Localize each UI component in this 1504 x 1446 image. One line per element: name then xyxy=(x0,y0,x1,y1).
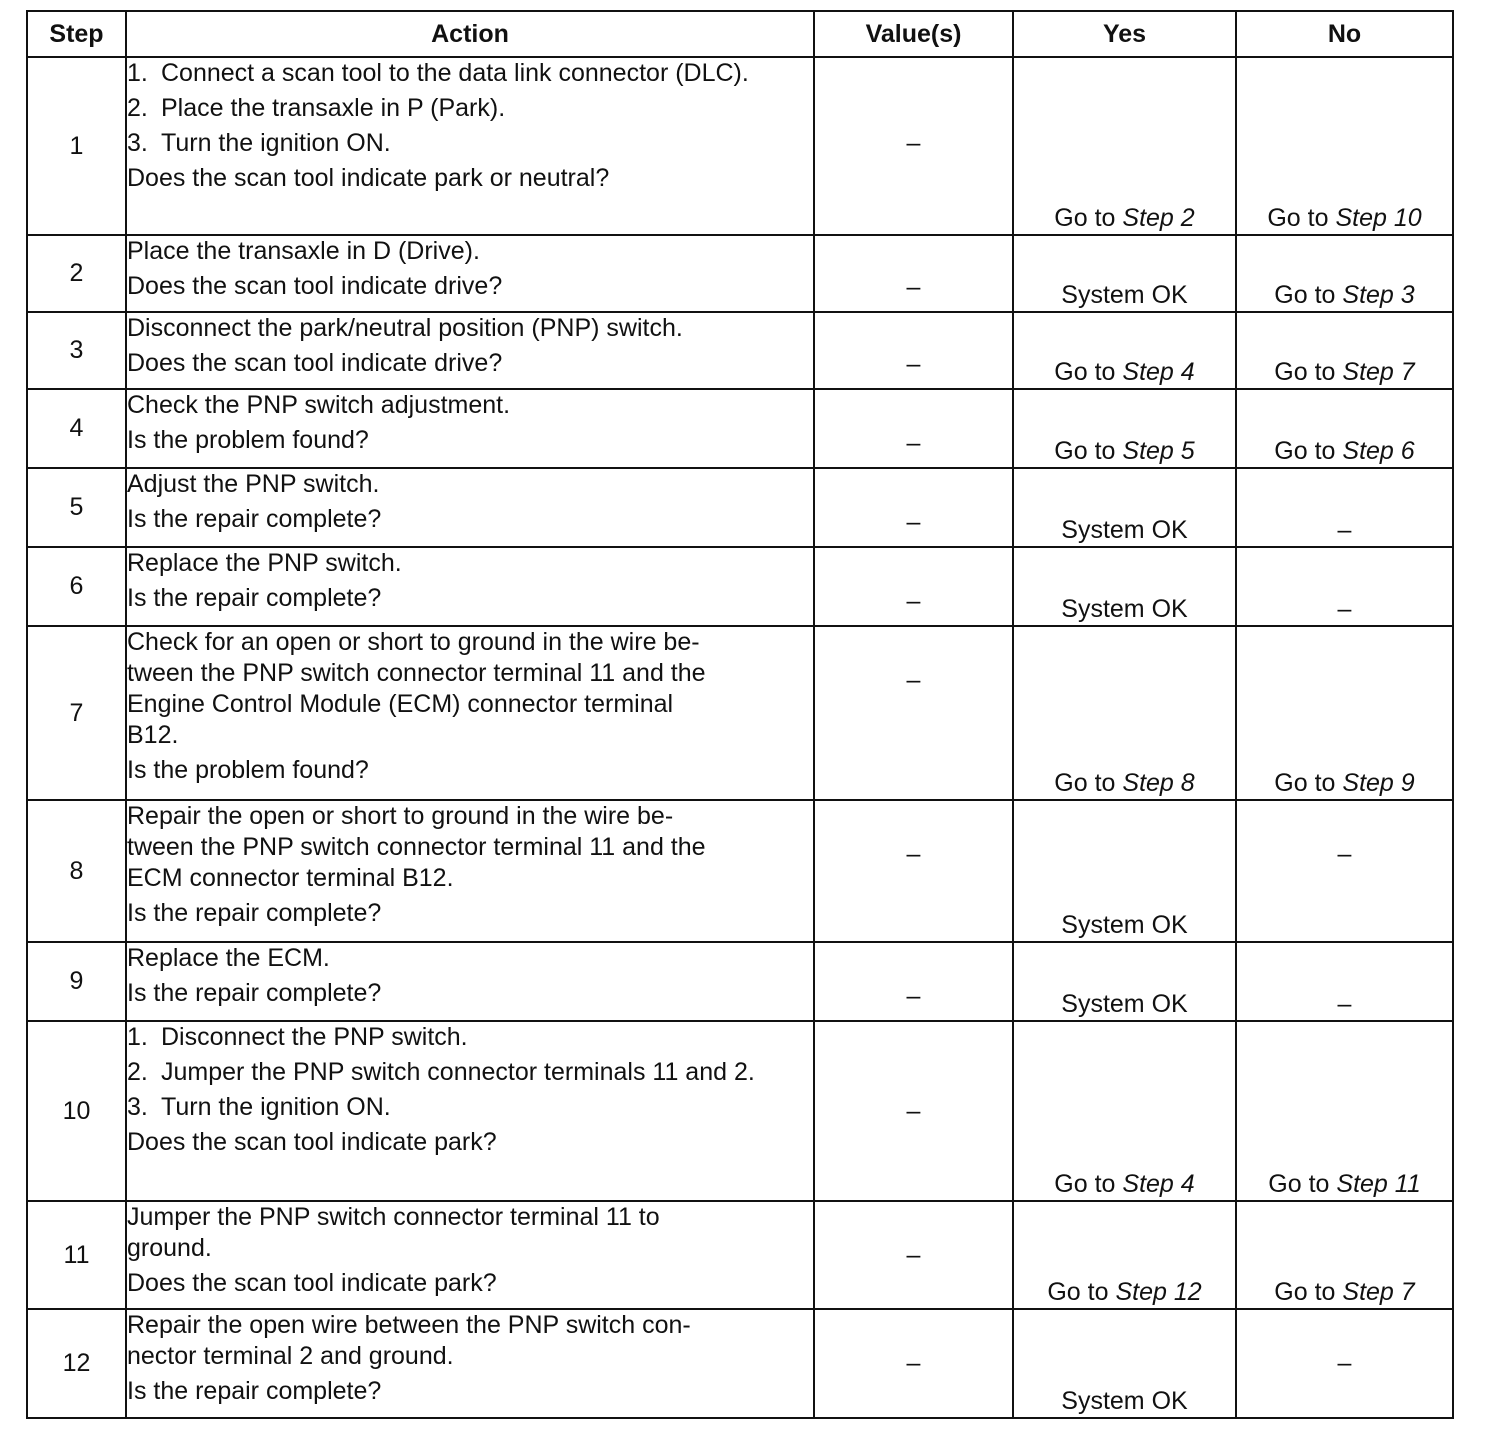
table-row xyxy=(27,800,1453,942)
table-row xyxy=(27,1309,1453,1418)
value-text: – xyxy=(906,1096,921,1125)
no-text: – xyxy=(1337,1349,1352,1377)
no-cell xyxy=(1236,389,1453,468)
yes-step-link: Step 2 xyxy=(1122,204,1195,232)
item-text: Jumper the PNP switch connector terminals 11 and 2. xyxy=(161,1058,755,1086)
numbered-item xyxy=(127,1092,813,1123)
action-cell xyxy=(126,389,814,468)
step-number: 1 xyxy=(27,57,126,235)
action-text: nector terminal 2 and ground. xyxy=(127,1342,454,1370)
value-cell xyxy=(814,312,1013,389)
item-number: 2. xyxy=(127,94,148,122)
action-question: Is the repair complete? xyxy=(127,584,382,612)
yes-text: System OK xyxy=(1061,1387,1188,1415)
table-row xyxy=(27,942,1453,1021)
step-number: 12 xyxy=(27,1309,126,1418)
yes-text: System OK xyxy=(1061,516,1188,544)
no-text: – xyxy=(1337,840,1352,868)
value-text: – xyxy=(906,129,921,157)
header-step: Step xyxy=(27,11,126,57)
step-number: 3 xyxy=(27,312,126,389)
action-cell xyxy=(126,547,814,626)
no-cell xyxy=(1236,1309,1453,1418)
value-cell xyxy=(814,1309,1013,1418)
item-text: Turn the ignition ON. xyxy=(161,129,391,157)
action-text: Engine Control Module (ECM) connector terminal xyxy=(127,690,674,718)
no-text: Go to xyxy=(1268,1170,1330,1198)
no-cell xyxy=(1236,800,1453,942)
no-cell xyxy=(1236,942,1453,1021)
table-row xyxy=(27,235,1453,312)
no-text: Go to xyxy=(1274,769,1336,797)
item-number: 1. xyxy=(127,59,148,87)
action-cell xyxy=(126,1021,814,1201)
table-row xyxy=(27,1021,1453,1201)
value-text: – xyxy=(906,350,921,378)
yes-cell xyxy=(1013,312,1236,389)
value-cell xyxy=(814,547,1013,626)
yes-cell xyxy=(1013,1021,1236,1201)
yes-text: Go to xyxy=(1054,769,1116,797)
numbered-item xyxy=(127,1022,813,1053)
no-cell xyxy=(1236,468,1453,547)
no-text: – xyxy=(1337,516,1352,544)
diagnostic-table xyxy=(26,10,1454,1419)
action-question: Does the scan tool indicate park or neutral? xyxy=(127,164,610,192)
yes-step-link: Step 4 xyxy=(1122,358,1195,386)
item-text: Disconnect the PNP switch. xyxy=(161,1023,468,1051)
table-row xyxy=(27,468,1453,547)
yes-text: System OK xyxy=(1061,990,1188,1018)
action-cell xyxy=(126,312,814,389)
action-cell xyxy=(126,235,814,312)
table-row xyxy=(27,312,1453,389)
yes-cell xyxy=(1013,547,1236,626)
yes-text: Go to xyxy=(1047,1278,1109,1306)
value-cell xyxy=(814,389,1013,468)
value-cell xyxy=(814,1201,1013,1309)
action-question: Is the repair complete? xyxy=(127,505,382,533)
action-text: tween the PNP switch connector terminal 11 and the xyxy=(127,659,706,687)
action-question: Is the problem found? xyxy=(127,426,369,454)
value-cell xyxy=(814,626,1013,800)
value-cell xyxy=(814,468,1013,547)
step-number: 2 xyxy=(27,235,126,312)
table-row xyxy=(27,626,1453,800)
no-text: Go to xyxy=(1274,358,1336,386)
header-yes: Yes xyxy=(1013,11,1236,57)
step-number: 6 xyxy=(27,547,126,626)
no-step-link: Step 3 xyxy=(1342,281,1415,309)
no-step-link: Step 7 xyxy=(1342,1278,1415,1306)
header-row xyxy=(27,11,1453,57)
header-no: No xyxy=(1236,11,1453,57)
no-cell xyxy=(1236,626,1453,800)
no-text: Go to xyxy=(1274,281,1336,309)
action-question: Is the repair complete? xyxy=(127,899,382,927)
action-text: Jumper the PNP switch connector terminal 11 to xyxy=(127,1203,660,1231)
yes-text: Go to xyxy=(1054,358,1116,386)
item-text: Connect a scan tool to the data link connector (DLC). xyxy=(161,59,749,87)
yes-text: Go to xyxy=(1054,437,1116,465)
yes-text: Go to xyxy=(1054,1170,1116,1198)
value-cell xyxy=(814,800,1013,942)
action-text: Adjust the PNP switch. xyxy=(127,470,380,498)
no-cell xyxy=(1236,1021,1453,1201)
table-row xyxy=(27,547,1453,626)
value-text: – xyxy=(906,587,921,615)
table-row xyxy=(27,57,1453,235)
yes-cell xyxy=(1013,468,1236,547)
yes-cell xyxy=(1013,389,1236,468)
no-cell xyxy=(1236,235,1453,312)
action-question: Does the scan tool indicate park? xyxy=(127,1128,497,1156)
header-value: Value(s) xyxy=(814,11,1013,57)
yes-cell xyxy=(1013,57,1236,235)
yes-cell xyxy=(1013,1201,1236,1309)
numbered-item xyxy=(127,58,813,89)
item-text: Place the transaxle in P (Park). xyxy=(161,94,506,122)
action-question: Does the scan tool indicate drive? xyxy=(127,349,503,377)
numbered-item xyxy=(127,128,813,159)
step-number: 5 xyxy=(27,468,126,547)
item-text: Turn the ignition ON. xyxy=(161,1093,391,1121)
no-text: Go to xyxy=(1274,1278,1336,1306)
action-text: Check the PNP switch adjustment. xyxy=(127,391,511,419)
header-action: Action xyxy=(126,11,814,57)
no-text: Go to xyxy=(1267,204,1329,232)
no-step-link: Step 6 xyxy=(1342,437,1415,465)
yes-step-link: Step 8 xyxy=(1122,769,1195,797)
value-text: – xyxy=(906,273,921,301)
value-text: – xyxy=(906,982,921,1010)
yes-step-link: Step 5 xyxy=(1122,437,1195,465)
no-cell xyxy=(1236,312,1453,389)
no-step-link: Step 9 xyxy=(1342,769,1415,797)
yes-cell xyxy=(1013,800,1236,942)
action-text: Replace the ECM. xyxy=(127,944,330,972)
action-text: Disconnect the park/neutral position (PNP) switch. xyxy=(127,314,683,342)
yes-cell xyxy=(1013,1309,1236,1418)
yes-text: System OK xyxy=(1061,911,1188,939)
action-text: Check for an open or short to ground in the wire be- xyxy=(127,628,700,656)
yes-cell xyxy=(1013,626,1236,800)
numbered-item xyxy=(127,1057,813,1088)
action-cell xyxy=(126,800,814,942)
value-text: – xyxy=(906,666,921,694)
action-question: Is the problem found? xyxy=(127,756,369,784)
yes-text: System OK xyxy=(1061,595,1188,623)
table-row xyxy=(27,389,1453,468)
value-text: – xyxy=(906,840,921,868)
no-step-link: Step 11 xyxy=(1336,1170,1421,1198)
table-row xyxy=(27,1201,1453,1309)
item-number: 3. xyxy=(127,1093,148,1121)
action-question: Is the repair complete? xyxy=(127,1377,382,1405)
action-question: Does the scan tool indicate park? xyxy=(127,1269,497,1297)
value-cell xyxy=(814,235,1013,312)
yes-cell xyxy=(1013,235,1236,312)
action-cell xyxy=(126,626,814,800)
step-number: 8 xyxy=(27,800,126,942)
item-number: 2. xyxy=(127,1058,148,1086)
no-cell xyxy=(1236,547,1453,626)
no-cell xyxy=(1236,57,1453,235)
action-question: Does the scan tool indicate drive? xyxy=(127,272,503,300)
step-number: 9 xyxy=(27,942,126,1021)
no-text: – xyxy=(1337,990,1352,1018)
yes-cell xyxy=(1013,942,1236,1021)
action-text: ground. xyxy=(127,1234,212,1262)
no-step-link: Step 10 xyxy=(1335,204,1422,232)
item-number: 3. xyxy=(127,129,148,157)
value-cell xyxy=(814,57,1013,235)
value-text: – xyxy=(906,429,921,457)
step-number: 11 xyxy=(27,1201,126,1309)
yes-step-link: Step 4 xyxy=(1122,1170,1195,1198)
value-cell xyxy=(814,1021,1013,1201)
action-question: Is the repair complete? xyxy=(127,979,382,1007)
yes-step-link: Step 12 xyxy=(1115,1278,1202,1306)
item-number: 1. xyxy=(127,1023,148,1051)
no-step-link: Step 7 xyxy=(1342,358,1415,386)
action-text: Place the transaxle in D (Drive). xyxy=(127,237,480,265)
step-number: 10 xyxy=(27,1021,126,1201)
no-text: Go to xyxy=(1274,437,1336,465)
action-text: Repair the open or short to ground in the wire be- xyxy=(127,802,674,830)
action-text: tween the PNP switch connector terminal 11 and the xyxy=(127,833,706,861)
action-cell xyxy=(126,57,814,235)
yes-text: Go to xyxy=(1054,204,1116,232)
action-text: Repair the open wire between the PNP switch con- xyxy=(127,1311,691,1339)
action-text: ECM connector terminal B12. xyxy=(127,864,454,892)
action-cell xyxy=(126,1201,814,1309)
action-cell xyxy=(126,1309,814,1418)
yes-text: System OK xyxy=(1061,281,1188,309)
value-text: – xyxy=(906,1349,921,1377)
no-cell xyxy=(1236,1201,1453,1309)
action-text: B12. xyxy=(127,721,179,749)
action-text: Replace the PNP switch. xyxy=(127,549,402,577)
step-number: 7 xyxy=(27,626,126,800)
numbered-item xyxy=(127,93,813,124)
action-cell xyxy=(126,942,814,1021)
value-text: – xyxy=(906,1240,921,1269)
value-cell xyxy=(814,942,1013,1021)
no-text: – xyxy=(1337,595,1352,623)
step-number: 4 xyxy=(27,389,126,468)
action-cell xyxy=(126,468,814,547)
value-text: – xyxy=(906,508,921,536)
